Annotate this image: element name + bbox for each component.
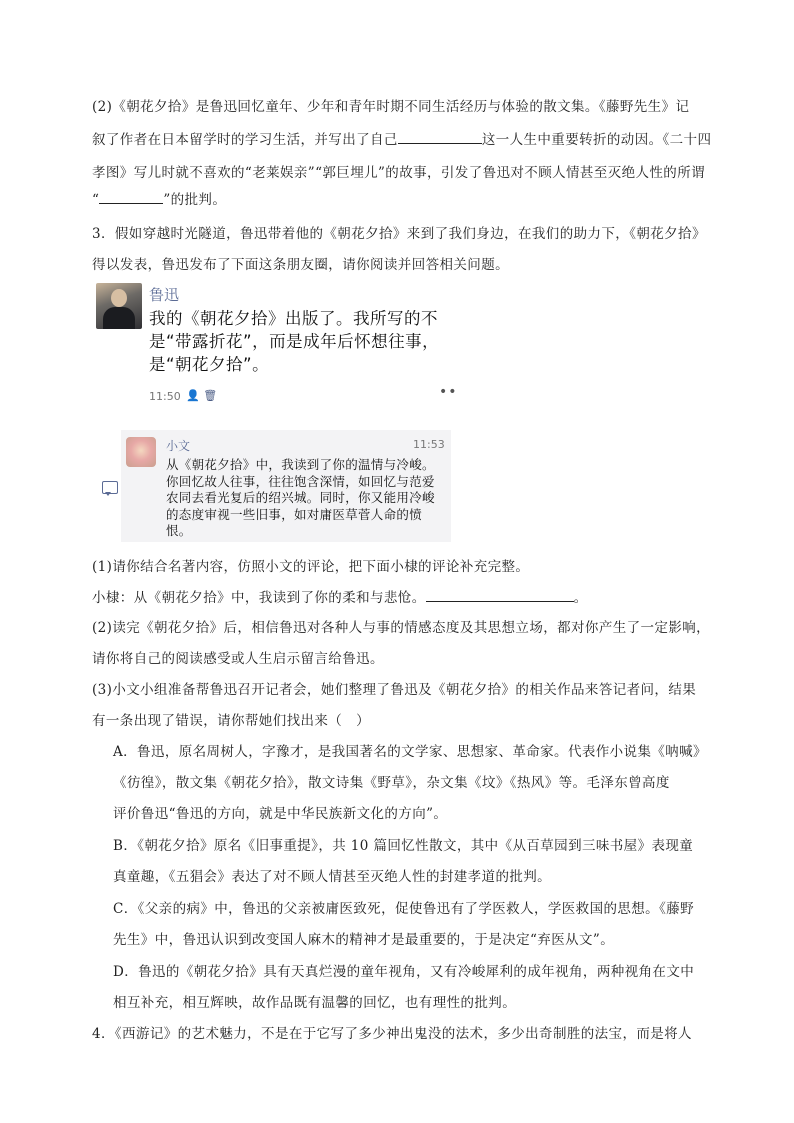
option-b-line1: B．《朝花夕拾》原名《旧事重提》，共 10 篇回忆性散文，其中《从百草园到三味书屋》表现童 — [113, 838, 694, 854]
q2-line2 — [92, 124, 712, 157]
answer-blank — [426, 587, 574, 602]
q2-line2-text-b: 这一人生中重要转折的动因。《二十四 — [481, 132, 712, 148]
post-author: 鲁迅 — [149, 286, 180, 304]
sub3-line1: (3)小文小组准备帮鲁迅召开记者会，她们整理了鲁迅及《朝花夕拾》的相关作品来答记者问，结果 — [92, 682, 697, 698]
comment-text: 从《朝花夕拾》中，我读到了你的温情与冷峻。你回忆故人往事，往往饱含深情，如回忆与范爱农同去看光复后的绍兴城。同时，你又能用冷峻的态度审视一些旧事，如对庸医草菅人命的愤恨。 — [166, 457, 435, 538]
commenter-avatar — [126, 437, 156, 467]
q2-line1: (2)《朝花夕拾》是鲁迅回忆童年、少年和青年时期不同生活经历与体验的散文集。《藤野先生》记 — [92, 99, 690, 115]
option-c-line1: C．《父亲的病》中，鲁迅的父亲被庸医致死，促使鲁迅有了学医救人，学医救国的思想。《藤野 — [113, 901, 695, 917]
option-c-line2: 先生》中，鲁迅认识到改变国人麻木的精神才是最重要的，于是决定“弃医从文”。 — [113, 932, 615, 948]
sub1-answer-end: 。 — [573, 590, 588, 606]
post-text: 我的《朝花夕拾》出版了。我所写的不是“带露折花”，而是成年后怀想往事，是“朝花夕拾”。 — [149, 309, 440, 374]
q2-line4-text-b: ”的批判。 — [163, 192, 227, 208]
q3-line1: 3．假如穿越时光隧道，鲁迅带着他的《朝花夕拾》来到了我们身边，在我们的助力下，《朝花夕拾》 — [92, 226, 706, 242]
q4-line1: 4．《西游记》的艺术魅力，不是在于它写了多少神出鬼没的法术，多少出奇制胜的法宝，而是将人 — [92, 1026, 692, 1042]
comment-time: 11:53 — [413, 438, 445, 451]
option-a-line2: 《彷徨》，散文集《朝花夕拾》，散文诗集《野草》，杂文集《坟》《热风》等。毛泽东曾高度 — [113, 775, 670, 791]
q2-line3: 孝图》写儿时就不喜欢的“老莱娱亲”“郭巨埋儿”的故事，引发了鲁迅对不顾人情甚至灭绝人性的所谓 — [92, 165, 706, 181]
option-b-line2: 真童趣，《五猖会》表达了对不顾人情甚至灭绝人性的封建孝道的批判。 — [113, 869, 552, 885]
sub3-line2: 有一条出现了错误，请你帮她们找出来（ ） — [92, 713, 370, 729]
q2-line2-text-a: 叙了作者在日本留学时的学习生活，并写出了自己 — [92, 132, 398, 148]
q2-line4 — [92, 184, 707, 217]
option-a-line3: 评价鲁迅“鲁迅的方向，就是中华民族新文化的方向”。 — [113, 806, 448, 822]
comment-author: 小文 — [166, 439, 191, 453]
sub1-answer-text: 小棣：从《朝花夕拾》中，我读到了你的柔和与悲怆。 — [92, 590, 426, 606]
q3-line2: 得以发表，鲁迅发布了下面这条朋友圈，请你阅读并回答相关问题。 — [92, 257, 509, 273]
sub2-line1: (2)读完《朝花夕拾》后，相信鲁迅对各种人与事的情感态度及其思想立场，都对你产生了一定影响， — [92, 620, 711, 636]
sub1-answer — [92, 582, 707, 615]
option-d-line2: 相互补充，相互辉映，故作品既有温馨的回忆，也有理性的批判。 — [113, 995, 517, 1011]
sub2-line2: 请你将自己的阅读感受或人生启示留言给鲁迅。 — [92, 651, 384, 667]
answer-blank — [99, 189, 163, 204]
comment-box — [121, 430, 451, 542]
author-avatar — [96, 283, 142, 329]
option-d-line1: D．鲁迅的《朝花夕拾》具有天真烂漫的童年视角，又有冷峻犀利的成年视角，两种视角在文中 — [113, 964, 695, 980]
moments-screenshot — [96, 280, 466, 542]
sub1-question: (1)请你结合名著内容，仿照小文的评论，把下面小棣的评论补充完整。 — [92, 559, 530, 575]
q2-line4-text-a: “ — [92, 192, 100, 208]
post-time: 11:50 — [149, 390, 181, 403]
more-dots-icon: •• — [439, 384, 458, 400]
option-a-line1: A．鲁迅，原名周树人，字豫才，是我国著名的文学家、思想家、革命家。代表作小说集《呐喊》 — [113, 744, 707, 760]
post-actions-icons: 👤 🗑 — [186, 389, 218, 402]
answer-blank — [398, 129, 482, 144]
comment-icon — [102, 481, 118, 494]
